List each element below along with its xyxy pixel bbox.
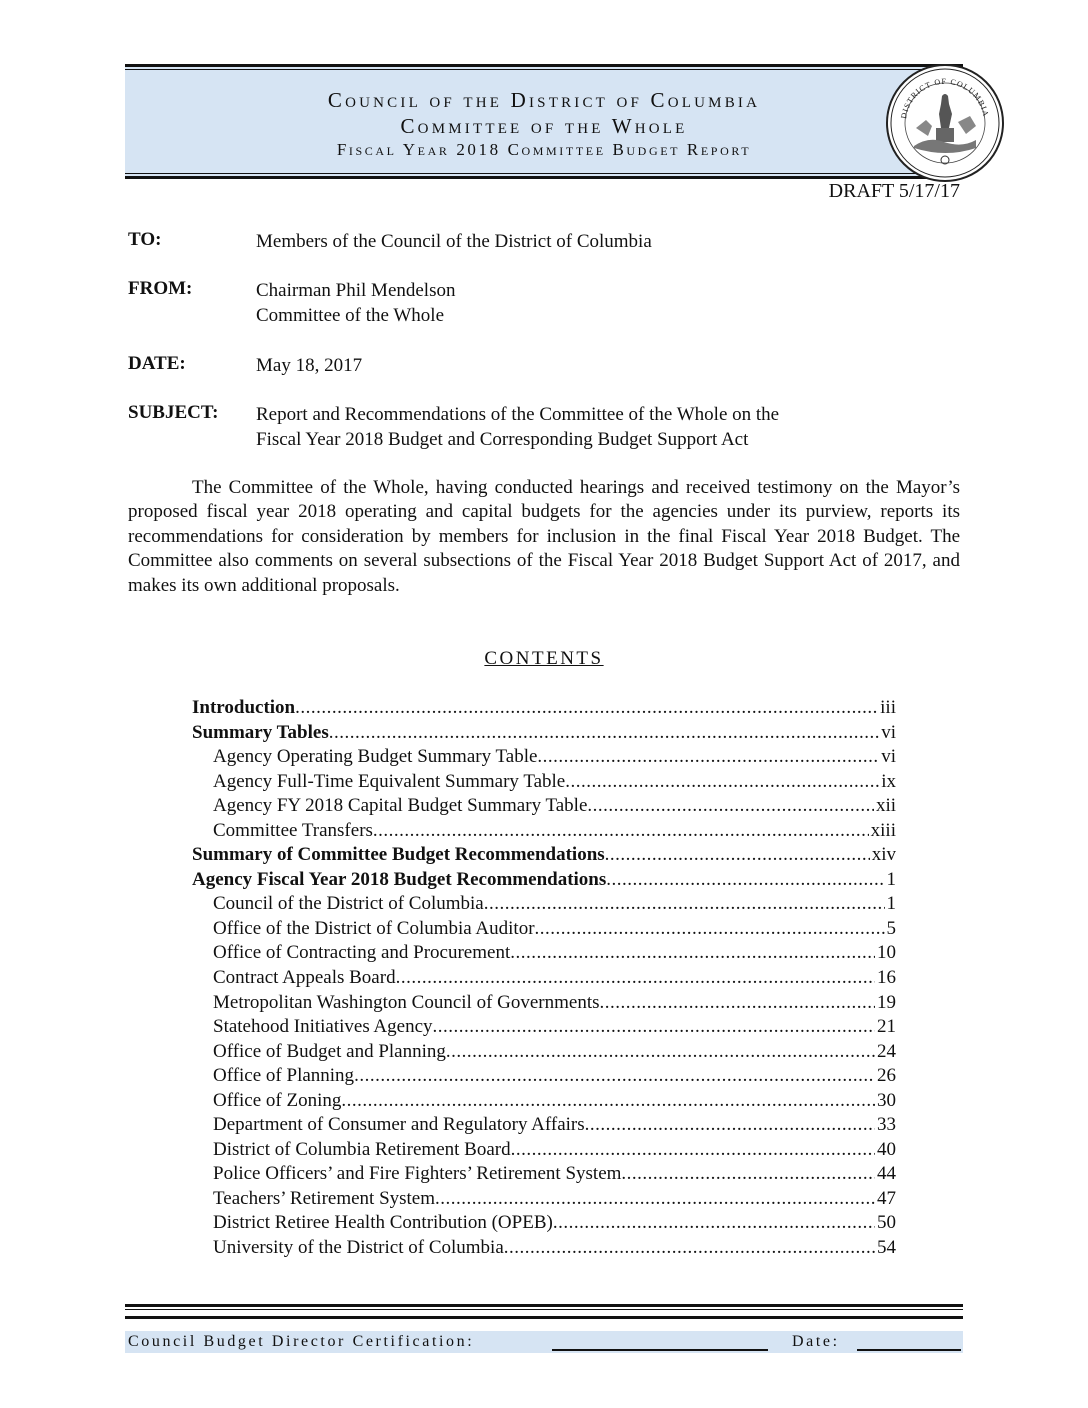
- toc-entry-page: 44: [877, 1163, 896, 1185]
- toc-entry[interactable]: [192, 1090, 896, 1115]
- toc-leader-dots: [373, 820, 869, 842]
- toc-entry-page: 16: [877, 967, 896, 989]
- toc-entry-title: Office of the District of Columbia Auditor: [213, 917, 535, 939]
- toc-entry[interactable]: [192, 1212, 896, 1237]
- seal-lettering: DISTRICT OF COLUMBIA: [899, 76, 991, 120]
- toc-entry[interactable]: [192, 1188, 896, 1213]
- toc-entry-page: 21: [877, 1016, 896, 1038]
- contents-heading: CONTENTS: [484, 648, 604, 669]
- toc-leader-dots: [553, 1212, 875, 1234]
- toc-entry-title: Summary of Committee Budget Recommendations: [192, 844, 605, 866]
- toc-entry[interactable]: [192, 697, 896, 722]
- toc-entry-title: Office of Planning: [213, 1065, 355, 1087]
- header-report-title: Fiscal Year 2018 Committee Budget Report: [336, 140, 752, 159]
- footer-date-line[interactable]: [857, 1349, 961, 1351]
- toc-leader-dots: [435, 1188, 875, 1210]
- toc-entry-title: Police Officers’ and Fire Fighters’ Retirement System: [213, 1163, 622, 1185]
- toc-entry-title: Agency Operating Budget Summary Table: [213, 746, 538, 768]
- toc-leader-dots: [433, 1016, 875, 1038]
- toc-entry[interactable]: [192, 1065, 896, 1090]
- toc-leader-dots: [537, 746, 879, 768]
- toc-entry-page: 30: [877, 1089, 896, 1111]
- toc-leader-dots: [329, 722, 879, 744]
- date-value: May 18, 2017: [256, 355, 363, 376]
- from-value-name: Chairman Phil Mendelson: [256, 280, 456, 301]
- toc-entry-title: Council of the District of Columbia: [213, 893, 484, 915]
- toc-entry[interactable]: [192, 992, 896, 1017]
- header-bottom-rule-thin: [125, 173, 963, 174]
- footer-top-rule: [125, 1304, 963, 1307]
- toc-entry-page: xii: [875, 795, 896, 817]
- toc-entry[interactable]: [192, 844, 896, 869]
- toc-entry[interactable]: [192, 893, 896, 918]
- toc-entry[interactable]: [192, 1237, 896, 1262]
- toc-leader-dots: [605, 844, 870, 866]
- toc-leader-dots: [587, 795, 874, 817]
- toc-entry-title: Office of Zoning: [213, 1089, 342, 1111]
- from-label: FROM:: [128, 278, 193, 299]
- toc-entry-title: Office of Budget and Planning: [213, 1040, 446, 1062]
- toc-entry[interactable]: [192, 1016, 896, 1041]
- header-top-rule: [125, 64, 963, 67]
- header-top-rule-thin: [125, 69, 963, 70]
- toc-entry-page: ix: [881, 770, 896, 792]
- signature-line[interactable]: [552, 1349, 768, 1351]
- toc-entry-title: Metropolitan Washington Council of Governments: [213, 991, 600, 1013]
- toc-entry-page: 54: [877, 1237, 896, 1259]
- toc-leader-dots: [354, 1065, 875, 1087]
- intro-paragraph: The Committee of the Whole, having conducted hearings and received testimony on the Mayor’s proposed fiscal year 2018 operating and capital budgets for the agencies under its purview, reports its recommendations for consideration by members for inclusion in the final Fiscal Year 2018 Budget. The Committee also comments on several subsections of the Fiscal Year 2018 Budget Support Act of 2017, and makes its own additional proposals.: [128, 477, 960, 596]
- toc-entry-title: Agency Fiscal Year 2018 Budget Recommendations: [192, 868, 607, 890]
- certification-label: Council Budget Director Certification:: [128, 1333, 475, 1350]
- toc-leader-dots: [484, 893, 885, 915]
- toc-entry[interactable]: [192, 1114, 896, 1139]
- toc-entry[interactable]: [192, 942, 896, 967]
- toc-entry-page: 10: [877, 942, 896, 964]
- subject-value-line1: Report and Recommendations of the Committee of the Whole on the: [256, 404, 780, 425]
- toc-leader-dots: [504, 1237, 875, 1259]
- toc-entry-page: 5: [886, 917, 896, 939]
- toc-entry[interactable]: [192, 918, 896, 943]
- toc-entry-page: 1: [886, 868, 896, 890]
- toc-entry-title: District of Columbia Retirement Board: [213, 1138, 511, 1160]
- toc-entry-title: Department of Consumer and Regulatory Affairs: [213, 1114, 585, 1136]
- toc-entry[interactable]: [192, 795, 896, 820]
- toc-entry-title: Statehood Initiatives Agency: [213, 1016, 433, 1038]
- toc-entry[interactable]: [192, 820, 896, 845]
- toc-entry[interactable]: [192, 771, 896, 796]
- toc-entry-page: 47: [877, 1187, 896, 1209]
- header-council-title: Council of the District of Columbia: [327, 88, 761, 112]
- toc-entry[interactable]: [192, 1041, 896, 1066]
- toc-entry-title: Teachers’ Retirement System: [213, 1187, 436, 1209]
- toc-leader-dots: [295, 697, 878, 719]
- toc-leader-dots: [585, 1114, 875, 1136]
- toc-leader-dots: [510, 942, 875, 964]
- toc-entry[interactable]: [192, 746, 896, 771]
- toc-entry[interactable]: [192, 869, 896, 894]
- district-seal-icon: [884, 62, 1006, 184]
- to-label: TO:: [128, 229, 162, 250]
- subject-value-line2: Fiscal Year 2018 Budget and Corresponding Budget Support Act: [256, 429, 749, 450]
- toc-entry-page: vi: [881, 746, 896, 768]
- toc-leader-dots: [565, 771, 879, 793]
- toc-entry-page: 26: [877, 1065, 896, 1087]
- toc-entry-page: xiii: [870, 819, 896, 841]
- toc-entry-page: iii: [880, 697, 896, 718]
- toc-entry-title: Agency Full-Time Equivalent Summary Table: [213, 770, 566, 792]
- table-of-contents: [192, 697, 896, 1262]
- toc-entry-page: xiv: [871, 844, 896, 866]
- toc-entry-page: 1: [886, 893, 896, 915]
- toc-entry-page: 33: [877, 1114, 896, 1136]
- toc-entry-title: Committee Transfers: [213, 819, 373, 841]
- toc-leader-dots: [621, 1163, 875, 1185]
- footer-top-rule-thin: [125, 1309, 963, 1310]
- toc-entry-page: 40: [877, 1138, 896, 1160]
- toc-entry[interactable]: [192, 967, 896, 992]
- toc-entry-page: 50: [877, 1212, 896, 1234]
- toc-leader-dots: [511, 1139, 875, 1161]
- toc-entry[interactable]: [192, 722, 896, 747]
- toc-leader-dots: [396, 967, 875, 989]
- toc-leader-dots: [446, 1041, 875, 1063]
- footer-date-label: Date:: [792, 1333, 840, 1350]
- subject-label: SUBJECT:: [128, 402, 219, 423]
- toc-leader-dots: [535, 918, 885, 940]
- toc-leader-dots: [606, 869, 884, 891]
- toc-entry[interactable]: [192, 1163, 896, 1188]
- to-value: Members of the Council of the District of Columbia: [256, 231, 652, 252]
- header-committee-title: Committee of the Whole: [400, 114, 688, 138]
- toc-entry-page: 19: [877, 991, 896, 1013]
- header-bottom-rule: [125, 176, 963, 179]
- toc-entry-page: 24: [877, 1040, 896, 1062]
- from-value-committee: Committee of the Whole: [256, 305, 445, 326]
- toc-entry-title: Summary Tables: [192, 721, 329, 743]
- toc-entry-title: District Retiree Health Contribution (OPEB): [213, 1212, 553, 1234]
- toc-entry-title: Agency FY 2018 Capital Budget Summary Table: [213, 795, 588, 817]
- toc-entry[interactable]: [192, 1139, 896, 1164]
- toc-entry-title: Contract Appeals Board: [213, 967, 396, 989]
- toc-entry-title: Office of Contracting and Procurement: [213, 942, 511, 964]
- toc-leader-dots: [341, 1090, 875, 1112]
- toc-leader-dots: [600, 992, 875, 1014]
- toc-entry-title: Introduction: [192, 697, 296, 718]
- draft-label: DRAFT 5/17/17: [828, 180, 960, 202]
- date-label: DATE:: [128, 353, 186, 374]
- footer-second-rule: [125, 1316, 963, 1319]
- toc-entry-title: University of the District of Columbia: [213, 1237, 504, 1259]
- toc-entry-page: vi: [881, 721, 896, 743]
